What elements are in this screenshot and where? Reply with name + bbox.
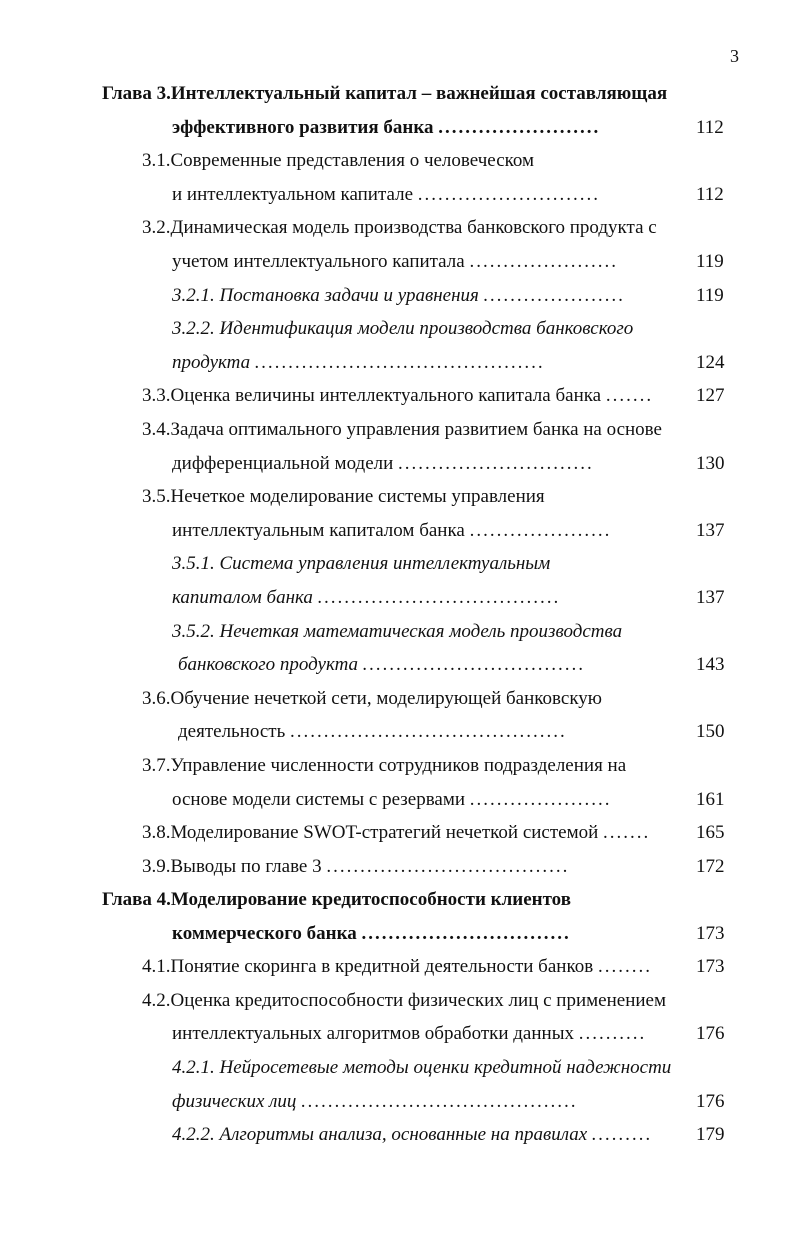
toc-leader-dots: ............................... <box>361 923 571 944</box>
toc-chapter-4-title-cont <box>172 922 571 946</box>
toc-leader-dots: ..................... <box>483 285 626 306</box>
toc-entry-text: 3.2.1. Постановка задачи и уравнения <box>172 285 479 306</box>
toc-entry-text: дифференциальной модели <box>172 453 394 474</box>
toc-page-number: 119 <box>696 285 724 306</box>
toc-subsection-3-2-2-cont <box>172 351 545 375</box>
toc-entry-text: эффективного развития банка <box>172 117 434 138</box>
toc-page-number: 172 <box>696 856 725 877</box>
toc-chapter-3-title-cont <box>172 116 600 140</box>
toc-page-number: 179 <box>696 1124 725 1145</box>
toc-subsection-3-5-1: 3.5.1. Система управления интеллектуальным <box>172 553 551 574</box>
toc-page-number: 143 <box>696 654 725 675</box>
toc-leader-dots: ........................... <box>417 184 601 205</box>
toc-entry-text: 3.3.Оценка величины интеллектуального капитала банка <box>142 385 602 406</box>
toc-leader-dots: .................................... <box>317 587 561 608</box>
toc-page-number: 176 <box>696 1091 725 1112</box>
toc-page-number: 161 <box>696 789 725 810</box>
toc-entry-text: и интеллектуальном капитале <box>172 184 414 205</box>
toc-section-3-6-cont <box>178 720 567 744</box>
toc-subsection-3-5-2-cont <box>178 653 586 677</box>
toc-leader-dots: ....... <box>605 385 654 406</box>
toc-entry-text: 3.9.Выводы по главе 3 <box>142 856 322 877</box>
toc-leader-dots: ............................. <box>398 453 594 474</box>
toc-section-3-9 <box>142 855 569 879</box>
toc-leader-dots: ...................... <box>469 251 618 272</box>
toc-section-3-7: 3.7.Управление численности сотрудников подразделения на <box>142 755 627 776</box>
toc-page-number: 112 <box>696 184 724 205</box>
toc-section-3-3 <box>142 384 653 408</box>
toc-page-number: 165 <box>696 822 725 843</box>
toc-page-number: 124 <box>696 352 725 373</box>
toc-section-3-7-cont <box>172 788 612 812</box>
toc-leader-dots: .......... <box>578 1023 647 1044</box>
toc-subsection-3-2-2: 3.2.2. Идентификация модели производства банковского <box>172 318 634 339</box>
toc-entry-text: 3.8.Моделирование SWOT-стратегий нечеткой системой <box>142 822 599 843</box>
toc-section-4-2-cont <box>172 1022 646 1046</box>
toc-leader-dots: ......................................... <box>301 1091 578 1112</box>
toc-subsection-3-5-2: 3.5.2. Нечеткая математическая модель производства <box>172 621 623 642</box>
toc-subsection-4-2-1: 4.2.1. Нейросетевые методы оценки кредитной надежности <box>172 1057 672 1078</box>
toc-page-number: 119 <box>696 251 724 272</box>
toc-chapter-3-title: Глава 3.Интеллектуальный капитал – важнейшая составляющая <box>102 83 668 104</box>
toc-leader-dots: ....... <box>603 822 651 843</box>
toc-leader-dots: ..................... <box>469 789 612 810</box>
toc-entry-text: коммерческого банка <box>172 923 357 944</box>
toc-subsection-4-2-1-cont <box>172 1090 578 1114</box>
toc-leader-dots: ......................................... <box>290 721 567 742</box>
toc-page-number: 127 <box>696 385 725 406</box>
toc-leader-dots: ........................................... <box>254 352 546 373</box>
toc-page-number: 150 <box>696 721 725 742</box>
page-number: 3 <box>730 46 739 66</box>
toc-entry-text: 4.1.Понятие скоринга в кредитной деятельности банков <box>142 956 594 977</box>
toc-page-number: 173 <box>696 956 725 977</box>
toc-entry-text: физических лиц <box>172 1091 297 1112</box>
toc-page-number: 112 <box>696 117 724 138</box>
toc-section-3-5-cont <box>172 519 611 543</box>
toc-leader-dots: ........ <box>597 956 652 977</box>
toc-entry-text: банковского продукта <box>178 654 359 675</box>
toc-section-3-2: 3.2.Динамическая модель производства банковского продукта с <box>142 217 657 238</box>
toc-page-number: 173 <box>696 923 725 944</box>
toc-subsection-3-2-1 <box>172 284 625 308</box>
toc-page-number: 130 <box>696 453 725 474</box>
toc-entry-text: капиталом банка <box>172 587 313 608</box>
toc-section-3-4: 3.4.Задача оптимального управления развитием банка на основе <box>142 419 662 440</box>
toc-page-number: 137 <box>696 587 725 608</box>
toc-entry-text: интеллектуальным капиталом банка <box>172 520 465 541</box>
toc-leader-dots: ..................... <box>469 520 612 541</box>
toc-page-number: 176 <box>696 1023 725 1044</box>
toc-entry-text: 4.2.2. Алгоритмы анализа, основанные на правилах <box>172 1124 588 1145</box>
toc-entry-text: учетом интеллектуального капитала <box>172 251 465 272</box>
toc-section-3-4-cont <box>172 452 594 476</box>
toc-page-number: 137 <box>696 520 725 541</box>
toc-section-3-1: 3.1.Современные представления о человеческом <box>142 150 535 171</box>
toc-entry-text: продукта <box>172 352 251 373</box>
toc-entry-text: интеллектуальных алгоритмов обработки данных <box>172 1023 574 1044</box>
toc-subsection-4-2-2 <box>172 1123 653 1147</box>
toc-section-3-1-cont <box>172 183 600 207</box>
toc-section-3-8 <box>142 821 650 845</box>
toc-section-3-2-cont <box>172 250 618 274</box>
toc-section-3-5: 3.5.Нечеткое моделирование системы управления <box>142 486 545 507</box>
toc-section-3-6: 3.6.Обучение нечеткой сети, моделирующей банковскую <box>142 688 602 709</box>
toc-subsection-3-5-1-cont <box>172 586 561 610</box>
toc-leader-dots: .................................... <box>326 856 570 877</box>
toc-chapter-4-title: Глава 4.Моделирование кредитоспособности клиентов <box>102 889 571 910</box>
toc-entry-text: основе модели системы с резервами <box>172 789 466 810</box>
toc-leader-dots: ........................ <box>438 117 601 138</box>
toc-section-4-1 <box>142 955 652 979</box>
toc-leader-dots: ......... <box>591 1124 653 1145</box>
toc-leader-dots: ................................. <box>362 654 586 675</box>
toc-entry-text: деятельность <box>178 721 286 742</box>
toc-section-4-2: 4.2.Оценка кредитоспособности физических лиц с применением <box>142 990 666 1011</box>
